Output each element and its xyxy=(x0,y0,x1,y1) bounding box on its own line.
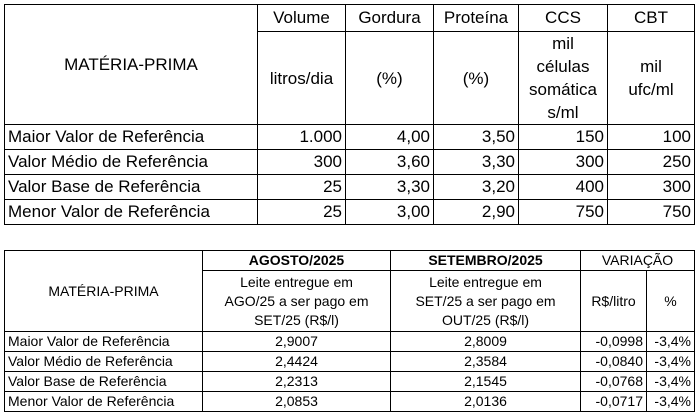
cell-cbt: 300 xyxy=(608,175,695,200)
unit-cbt: mil ufc/ml xyxy=(608,32,695,125)
table-row xyxy=(5,150,695,175)
table-row xyxy=(5,200,695,225)
cell-month2: 2,8009 xyxy=(391,332,581,352)
cell-variation-pct: -3,4% xyxy=(647,352,695,372)
variation-unit-header: R$/litro xyxy=(581,271,647,332)
cell-ccs: 150 xyxy=(519,125,608,150)
row-label: Valor Médio de Referência xyxy=(5,352,203,372)
reference-values-table xyxy=(4,4,695,225)
cell-month1: 2,9007 xyxy=(203,332,391,352)
table-row xyxy=(5,125,695,150)
table-row xyxy=(5,352,695,372)
cell-variation: -0,0717 xyxy=(581,392,647,412)
cell-cbt: 100 xyxy=(608,125,695,150)
cell-month2: 2,3584 xyxy=(391,352,581,372)
table2-title: MATÉRIA-PRIMA xyxy=(5,251,203,332)
unit-gordura: (%) xyxy=(346,32,434,125)
variation-pct-header: % xyxy=(647,271,695,332)
month2-description: Leite entregue em SET/25 a ser pago em OUT/25 (R$/l) xyxy=(391,271,581,332)
row-label: Maior Valor de Referência xyxy=(5,125,258,150)
cell-variation: -0,0998 xyxy=(581,332,647,352)
col-header-month1: AGOSTO/2025 xyxy=(203,251,391,271)
row-label: Menor Valor de Referência xyxy=(5,392,203,412)
unit-proteina: (%) xyxy=(434,32,519,125)
row-label: Valor Base de Referência xyxy=(5,175,258,200)
cell-volume: 300 xyxy=(258,150,346,175)
cell-proteina: 3,20 xyxy=(434,175,519,200)
cell-month1: 2,0853 xyxy=(203,392,391,412)
table-row xyxy=(5,392,695,412)
cell-variation-pct: -3,4% xyxy=(647,332,695,352)
cell-variation: -0,0840 xyxy=(581,352,647,372)
cell-ccs: 300 xyxy=(519,150,608,175)
cell-proteina: 2,90 xyxy=(434,200,519,225)
col-header-volume: Volume xyxy=(258,5,346,32)
cell-ccs: 750 xyxy=(519,200,608,225)
table-row xyxy=(5,372,695,392)
cell-variation-pct: -3,4% xyxy=(647,392,695,412)
table-row xyxy=(5,332,695,352)
cell-month1: 2,2313 xyxy=(203,372,391,392)
cell-gordura: 3,60 xyxy=(346,150,434,175)
cell-gordura: 4,00 xyxy=(346,125,434,150)
cell-cbt: 250 xyxy=(608,150,695,175)
row-label: Valor Médio de Referência xyxy=(5,150,258,175)
col-header-gordura: Gordura xyxy=(346,5,434,32)
row-label: Menor Valor de Referência xyxy=(5,200,258,225)
cell-volume: 25 xyxy=(258,175,346,200)
col-header-ccs: CCS xyxy=(519,5,608,32)
table1-title: MATÉRIA-PRIMA xyxy=(5,5,258,125)
unit-ccs: mil células somática s/ml xyxy=(519,32,608,125)
cell-gordura: 3,00 xyxy=(346,200,434,225)
col-header-month2: SETEMBRO/2025 xyxy=(391,251,581,271)
cell-volume: 25 xyxy=(258,200,346,225)
month1-description: Leite entregue em AGO/25 a ser pago em SET/25 (R$/l) xyxy=(203,271,391,332)
cell-month1: 2,4424 xyxy=(203,352,391,372)
col-header-variation: VARIAÇÃO xyxy=(581,251,695,271)
cell-gordura: 3,30 xyxy=(346,175,434,200)
cell-volume: 1.000 xyxy=(258,125,346,150)
cell-proteina: 3,30 xyxy=(434,150,519,175)
monthly-price-table xyxy=(4,250,695,412)
row-label: Maior Valor de Referência xyxy=(5,332,203,352)
cell-cbt: 750 xyxy=(608,200,695,225)
row-label: Valor Base de Referência xyxy=(5,372,203,392)
cell-variation-pct: -3,4% xyxy=(647,372,695,392)
cell-proteina: 3,50 xyxy=(434,125,519,150)
table-row xyxy=(5,175,695,200)
cell-ccs: 400 xyxy=(519,175,608,200)
cell-month2: 2,1545 xyxy=(391,372,581,392)
col-header-proteina: Proteína xyxy=(434,5,519,32)
col-header-cbt: CBT xyxy=(608,5,695,32)
cell-month2: 2,0136 xyxy=(391,392,581,412)
cell-variation: -0,0768 xyxy=(581,372,647,392)
unit-volume: litros/dia xyxy=(258,32,346,125)
